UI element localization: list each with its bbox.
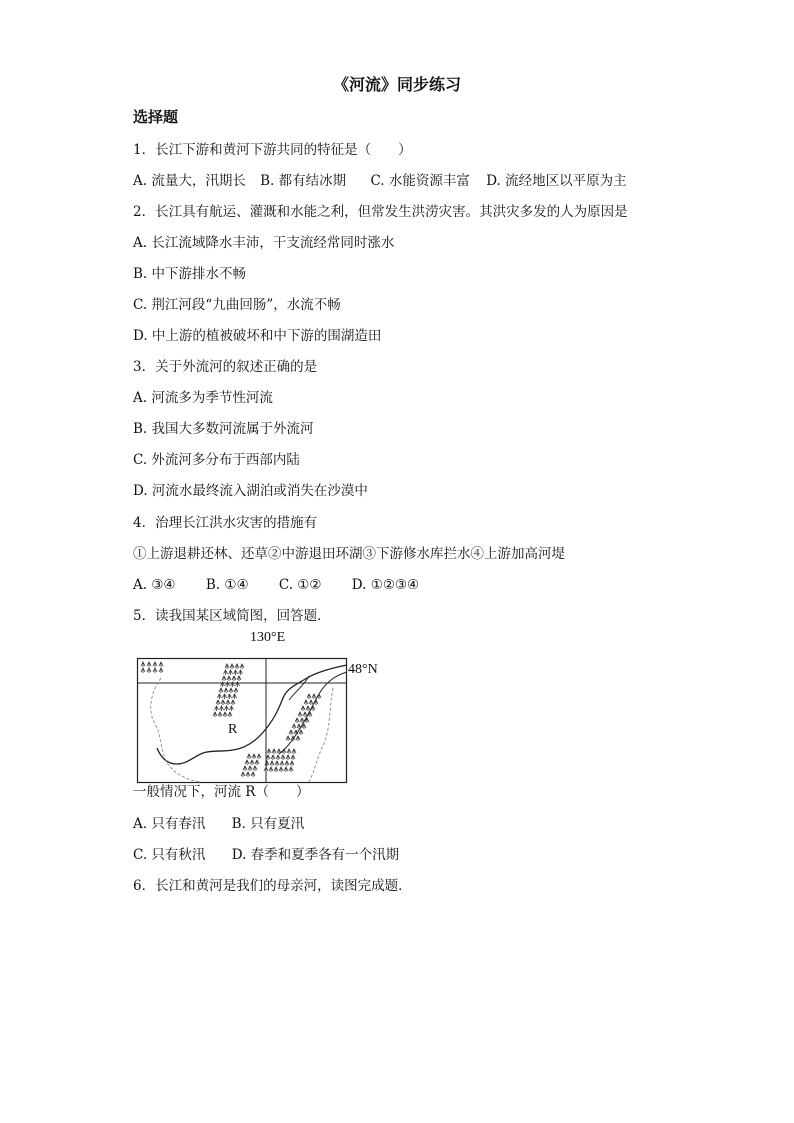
mountain-symbol — [257, 754, 261, 759]
mountain-symbol — [282, 749, 286, 754]
q5-stem: 5．读我国某区域简图，回答题． — [133, 608, 331, 624]
mountain-symbol — [291, 755, 295, 760]
mountain-symbol — [292, 724, 296, 729]
mountain-symbol — [252, 754, 256, 759]
q1-option-c: C. 水能资源丰富 — [370, 173, 470, 189]
mountain-symbol — [306, 706, 310, 711]
q2-option-b: B. 中下游排水不畅 — [133, 266, 247, 282]
q2-option-a: A. 长江流域降水丰沛，干支流经常同时涨水 — [133, 235, 395, 251]
mountain-symbol — [232, 676, 236, 681]
mountain-symbol — [269, 767, 273, 772]
mountain-symbol — [141, 662, 145, 667]
region-map-svg — [137, 648, 352, 794]
mountain-symbol — [219, 688, 223, 693]
mountain-symbol — [234, 688, 238, 693]
mountain-symbol — [248, 766, 252, 771]
q2-stem: 2．长江具有航运、灌溉和水能之利，但常发生洪涝灾害。其洪灾多发的人为原因是 — [133, 204, 628, 220]
q4-stem: 4．治理长江洪水灾害的措施有 — [133, 515, 318, 531]
q4-option-a: A. ③④ — [133, 577, 176, 593]
river-tributary — [289, 676, 309, 700]
q1-option-a: A. 流量大，汛期长 — [133, 173, 246, 189]
boundary-line — [151, 678, 199, 782]
q5-subquestion: 一般情况下，河流 R（ ） — [133, 784, 310, 800]
q2-option-d: D. 中上游的植被破坏和中下游的围湖造田 — [133, 328, 382, 344]
mountain-symbol — [230, 664, 234, 669]
mountain-symbol — [213, 712, 217, 717]
mountain-symbol — [275, 761, 279, 766]
mountain-symbol — [231, 700, 235, 705]
mountain-symbol — [223, 712, 227, 717]
mountain-symbol — [253, 766, 257, 771]
mountain-symbol — [247, 754, 251, 759]
mountain-symbol — [270, 761, 274, 766]
mountain-symbol — [223, 694, 227, 699]
mountain-symbol — [285, 761, 289, 766]
mountain-symbol — [309, 700, 313, 705]
mountain-symbol — [274, 767, 278, 772]
mountain-symbol — [218, 694, 222, 699]
q6-stem: 6．长江和黄河是我们的母亲河，读图完成题． — [133, 878, 412, 894]
q1-option-b: B. 都有结冰期 — [260, 173, 347, 189]
region-map — [137, 648, 352, 794]
q3-option-a: A. 河流多为季节性河流 — [133, 390, 273, 406]
mountain-symbol — [159, 662, 163, 667]
mountain-symbol — [298, 712, 302, 717]
q3-option-c: C. 外流河多分布于西部内陆 — [133, 452, 300, 468]
mountain-symbol — [216, 700, 220, 705]
q5-options-row2 — [133, 846, 399, 864]
boundary-line-right — [309, 688, 333, 782]
river-bank — [279, 672, 347, 754]
q3-option-b: B. 我国大多数河流属于外流河 — [133, 421, 314, 437]
mountain-symbol — [228, 712, 232, 717]
mountain-symbol — [243, 766, 247, 771]
mountain-symbol — [286, 755, 290, 760]
map-longitude-label: 130°E — [250, 630, 286, 645]
mountain-symbol — [251, 772, 255, 777]
mountain-symbol — [314, 700, 318, 705]
q1-option-d: D. 流经地区以平原为主 — [486, 173, 627, 189]
mountain-symbol — [229, 670, 233, 675]
mountain-symbol — [294, 730, 298, 735]
mountain-symbol — [229, 688, 233, 693]
mountain-symbol — [226, 700, 230, 705]
mountain-symbol — [250, 760, 254, 765]
mountain-symbol — [235, 664, 239, 669]
mountain-symbol — [218, 712, 222, 717]
mountain-symbol — [287, 749, 291, 754]
mountain-symbol — [246, 772, 250, 777]
mountain-symbol — [237, 676, 241, 681]
mountain-symbol — [224, 670, 228, 675]
q5-option-c: C. 只有秋汛 — [133, 847, 206, 863]
mountain-symbol — [264, 767, 268, 772]
mountain-symbol — [153, 662, 157, 667]
q4-option-d: D. ①②③④ — [351, 577, 420, 593]
mountain-symbol — [141, 668, 145, 673]
q5-option-a: A. 只有春汛 — [133, 816, 206, 832]
section-heading: 选择题 — [133, 108, 179, 126]
mountain-symbol — [292, 749, 296, 754]
mountain-symbol — [230, 706, 234, 711]
mountain-symbol — [271, 755, 275, 760]
river-main — [157, 665, 347, 764]
mountain-symbol — [281, 755, 285, 760]
mountain-symbol — [241, 772, 245, 777]
mountain-symbol — [295, 718, 299, 723]
mountain-symbol — [276, 755, 280, 760]
mountain-symbol — [225, 664, 229, 669]
mountain-symbol — [299, 730, 303, 735]
mountain-symbol — [222, 676, 226, 681]
mountain-symbol — [279, 767, 283, 772]
q5-option-d: D. 春季和夏季各有一个汛期 — [231, 847, 400, 863]
q4-option-b: B. ①④ — [205, 577, 249, 593]
mountain-symbol — [284, 767, 288, 772]
q2-option-c: C. 荆江河段“九曲回肠”，水流不畅 — [133, 297, 341, 313]
map-latitude-label: 48°N — [348, 662, 378, 677]
mountain-symbol — [224, 688, 228, 693]
mountain-symbol — [147, 662, 151, 667]
q3-option-d: D. 河流水最终流入湖泊或消失在沙漠中 — [133, 483, 368, 499]
mountain-symbols — [141, 662, 321, 777]
mountain-symbol — [227, 676, 231, 681]
q1-options — [133, 172, 627, 190]
mountain-symbol — [239, 670, 243, 675]
q5-option-b: B. 只有夏汛 — [231, 816, 305, 832]
page-title: 《河流》同步练习 — [332, 75, 461, 94]
mountain-symbol — [267, 749, 271, 754]
mountain-symbol — [290, 761, 294, 766]
mountain-symbol — [272, 749, 276, 754]
mountain-symbol — [286, 736, 290, 741]
mountain-symbol — [307, 694, 311, 699]
mountain-symbol — [266, 755, 270, 760]
q1-stem: 1．长江下游和黄河下游共同的特征是（ ） — [133, 142, 412, 158]
q4-measures: ①上游退耕还林、还草②中游退田环湖③下游修水库拦水④上游加高河堤 — [133, 546, 565, 562]
mountain-symbol — [296, 736, 300, 741]
mountain-symbol — [153, 668, 157, 673]
mountain-symbol — [280, 761, 284, 766]
q4-option-c: C. ①② — [278, 577, 322, 593]
q5-options-row1 — [133, 815, 304, 833]
mountain-symbol — [234, 670, 238, 675]
mountain-symbol — [228, 694, 232, 699]
mountain-symbol — [289, 767, 293, 772]
mountain-symbol — [303, 712, 307, 717]
mountain-symbol — [147, 668, 151, 673]
mountain-symbol — [301, 706, 305, 711]
mountain-symbol — [225, 706, 229, 711]
mountain-symbol — [221, 700, 225, 705]
mountain-symbol — [245, 760, 249, 765]
mountain-symbol — [289, 730, 293, 735]
q4-options — [133, 576, 419, 594]
mountain-symbol — [304, 700, 308, 705]
mountain-symbol — [159, 668, 163, 673]
mountain-symbol — [317, 694, 321, 699]
mountain-symbol — [220, 706, 224, 711]
map-frame — [138, 659, 347, 783]
mountain-symbol — [312, 694, 316, 699]
map-river-label: R — [228, 722, 238, 737]
q3-stem: 3．关于外流河的叙述正确的是 — [133, 359, 318, 375]
mountain-symbol — [255, 760, 259, 765]
mountain-symbol — [215, 706, 219, 711]
mountain-symbol — [233, 694, 237, 699]
mountain-symbol — [240, 664, 244, 669]
